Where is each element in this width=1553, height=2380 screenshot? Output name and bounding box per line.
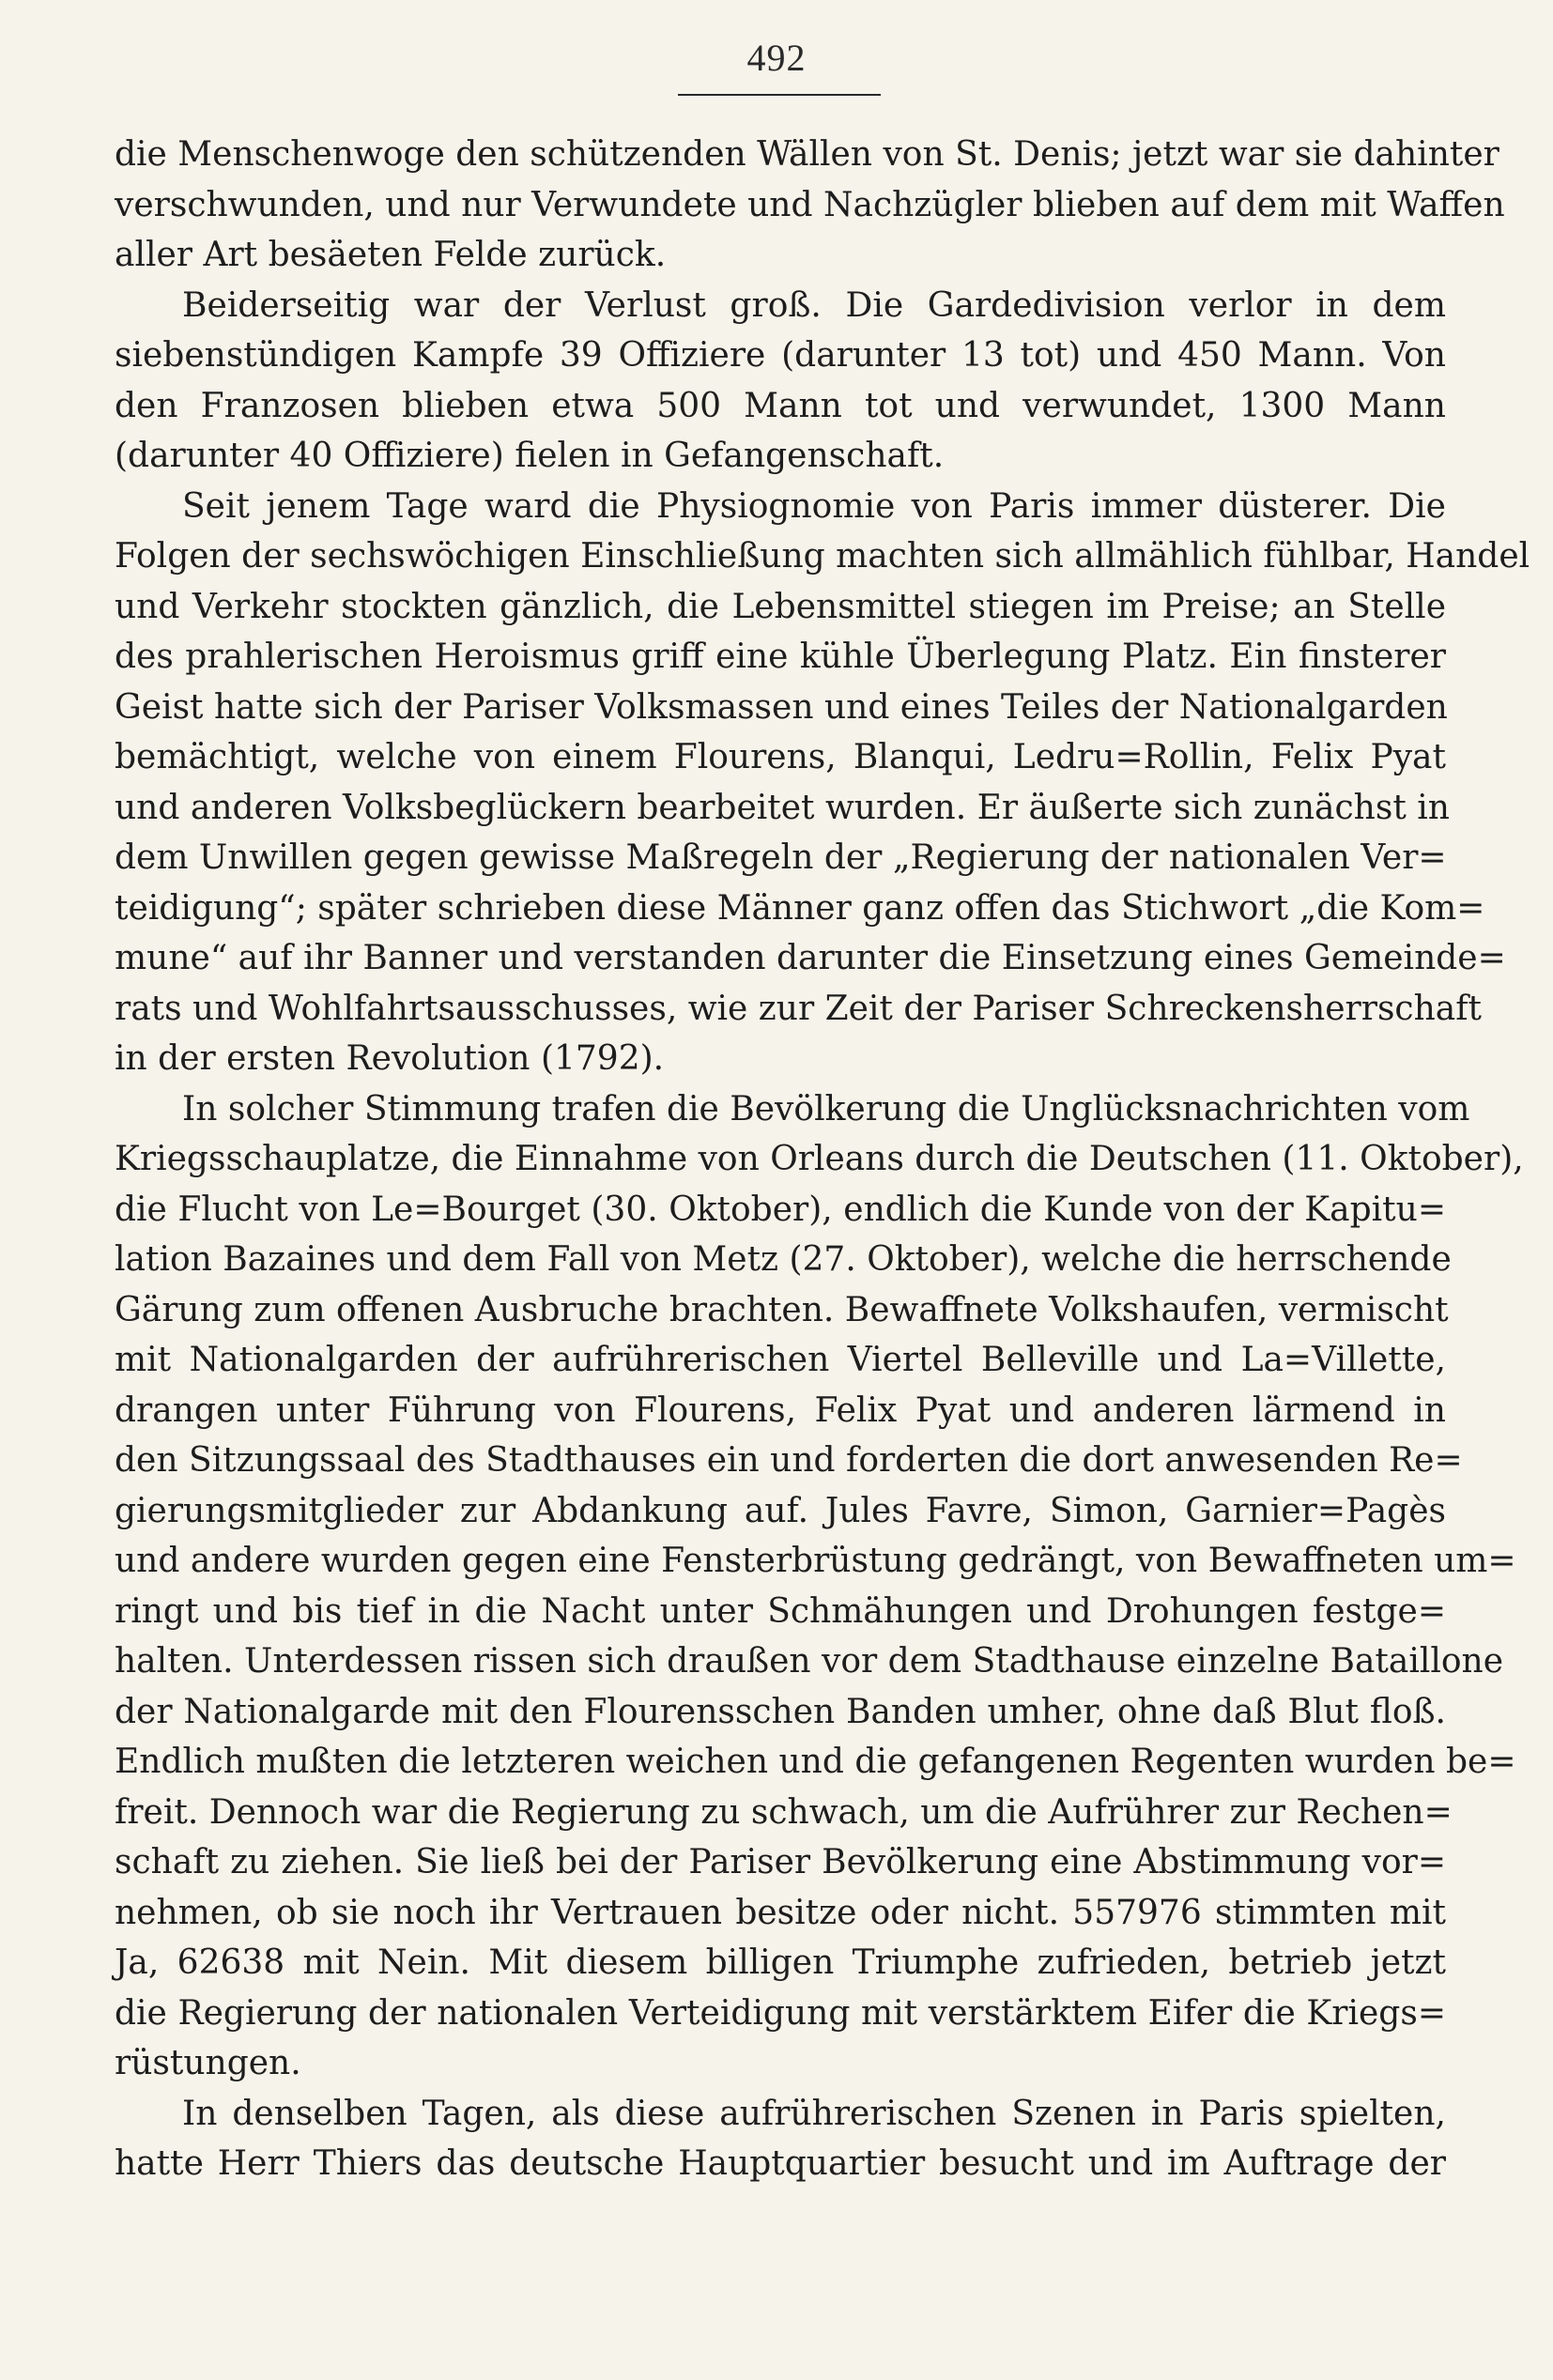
- text-line: den Franzosen blieben etwa 500 Mann tot und verwundet, 1300 Mann: [115, 386, 1446, 425]
- body-text: [115, 130, 1530, 2189]
- paragraph: [115, 482, 1530, 1084]
- text-line: die Menschenwoge den schützenden Wällen von St. Denis; jetzt war sie dahinter: [115, 135, 1499, 174]
- paragraph: [115, 2089, 1446, 2189]
- text-line: ringt und bis tief in die Nacht unter Schmähungen und Drohungen festge=: [115, 1591, 1446, 1631]
- text-line: verschwunden, und nur Verwundete und Nachzügler blieben auf dem mit Waffen: [115, 185, 1505, 224]
- text-line: Kriegsschauplatze, die Einnahme von Orleans durch die Deutschen (11. Oktober),: [115, 1140, 1524, 1178]
- text-line: der Nationalgarde mit den Flourensschen Banden umher, ohne daß Blut floß.: [115, 1692, 1446, 1731]
- paragraph: [115, 1084, 1524, 2089]
- text-line: Folgen der sechswöchigen Einschließung machten sich allmählich fühlbar, Handel: [115, 537, 1530, 576]
- text-line: nehmen, ob sie noch ihr Vertrauen besitze oder nicht. 557976 stimmten mit: [115, 1893, 1446, 1932]
- text-line: rats und Wohlfahrtsausschusses, wie zur Zeit der Pariser Schreckensherrschaft: [115, 989, 1483, 1028]
- text-line: den Sitzungssaal des Stadthauses ein und forderten die dort anwesenden Re=: [115, 1441, 1463, 1480]
- paragraph: [115, 281, 1446, 482]
- text-line: dem Unwillen gegen gewisse Maßregeln der „Regierung der nationalen Ver=: [115, 838, 1447, 877]
- text-line: Beiderseitig war der Verlust groß. Die Gardedivision verlor in dem: [182, 285, 1446, 325]
- text-line: Endlich mußten die letzteren weichen und die gefangenen Regenten wurden be=: [115, 1743, 1516, 1781]
- text-line: Geist hatte sich der Pariser Volksmassen und eines Teiles der Nationalgarden: [115, 687, 1448, 727]
- text-line: die Flucht von Le=Bourget (30. Oktober), endlich die Kunde von der Kapitu=: [115, 1190, 1446, 1229]
- text-line: bemächtigt, welche von einem Flourens, Blanqui, Ledru=Rollin, Felix Pyat: [115, 738, 1446, 776]
- text-line: rüstungen.: [115, 2044, 301, 2082]
- text-line: und anderen Volksbeglückern bearbeitet wurden. Er äußerte sich zunächst in: [115, 788, 1450, 827]
- paragraph: [115, 130, 1505, 281]
- text-line: des prahlerischen Heroismus griff eine kühle Überlegung Platz. Ein finsterer: [115, 637, 1446, 676]
- text-line: mune“ auf ihr Banner und verstanden darunter die Einsetzung eines Gemeinde=: [115, 939, 1506, 977]
- text-line: In denselben Tagen, als diese aufrührerischen Szenen in Paris spielten,: [182, 2094, 1446, 2133]
- text-line: (darunter 40 Offiziere) fielen in Gefangenschaft.: [115, 437, 945, 475]
- text-line: freit. Dennoch war die Regierung zu schwach, um die Aufrührer zur Rechen=: [115, 1792, 1453, 1832]
- text-line: und Verkehr stockten gänzlich, die Lebensmittel stiegen im Preise; an Stelle: [115, 587, 1446, 626]
- text-line: drangen unter Führung von Flourens, Felix Pyat und anderen lärmend in: [115, 1390, 1446, 1430]
- text-line: Seit jenem Tage ward die Physiognomie von Paris immer düsterer. Die: [182, 486, 1446, 526]
- text-line: schaft zu ziehen. Sie ließ bei der Pariser Bevölkerung eine Abstimmung vor=: [115, 1843, 1446, 1881]
- text-line: lation Bazaines und dem Fall von Metz (27. Oktober), welche die herrschende: [115, 1240, 1452, 1279]
- text-line: siebenstündigen Kampfe 39 Offiziere (darunter 13 tot) und 450 Mann. Von: [115, 336, 1446, 375]
- page-number: 492: [746, 37, 807, 79]
- text-line: In solcher Stimmung trafen die Bevölkerung die Unglücksnachrichten vom: [182, 1089, 1470, 1129]
- text-line: mit Nationalgarden der aufrührerischen Viertel Belleville und La=Villette,: [115, 1341, 1446, 1379]
- text-line: hatte Herr Thiers das deutsche Hauptquartier besucht und im Auftrage der: [115, 2144, 1446, 2183]
- text-line: und andere wurden gegen eine Fensterbrüstung gedrängt, von Bewaffneten um=: [115, 1542, 1516, 1580]
- text-line: gierungsmitglieder zur Abdankung auf. Jules Favre, Simon, Garnier=Pagès: [115, 1491, 1446, 1530]
- text-line: teidigung“; später schrieben diese Männer ganz offen das Stichwort „die Kom=: [115, 888, 1485, 928]
- text-line: halten. Unterdessen rissen sich draußen vor dem Stadthause einzelne Bataillone: [115, 1642, 1504, 1681]
- text-line: in der ersten Revolution (1792).: [115, 1039, 665, 1078]
- text-line: Gärung zum offenen Ausbruche brachten. Bewaffnete Volkshaufen, vermischt: [115, 1290, 1449, 1329]
- text-line: Ja, 62638 mit Nein. Mit diesem billigen Triumphe zufrieden, betrieb jetzt: [115, 1943, 1446, 1982]
- text-line: aller Art besäeten Felde zurück.: [115, 236, 667, 274]
- header-rule: [678, 94, 881, 96]
- text-line: die Regierung der nationalen Verteidigung mit verstärktem Eifer die Kriegs=: [115, 1993, 1446, 2033]
